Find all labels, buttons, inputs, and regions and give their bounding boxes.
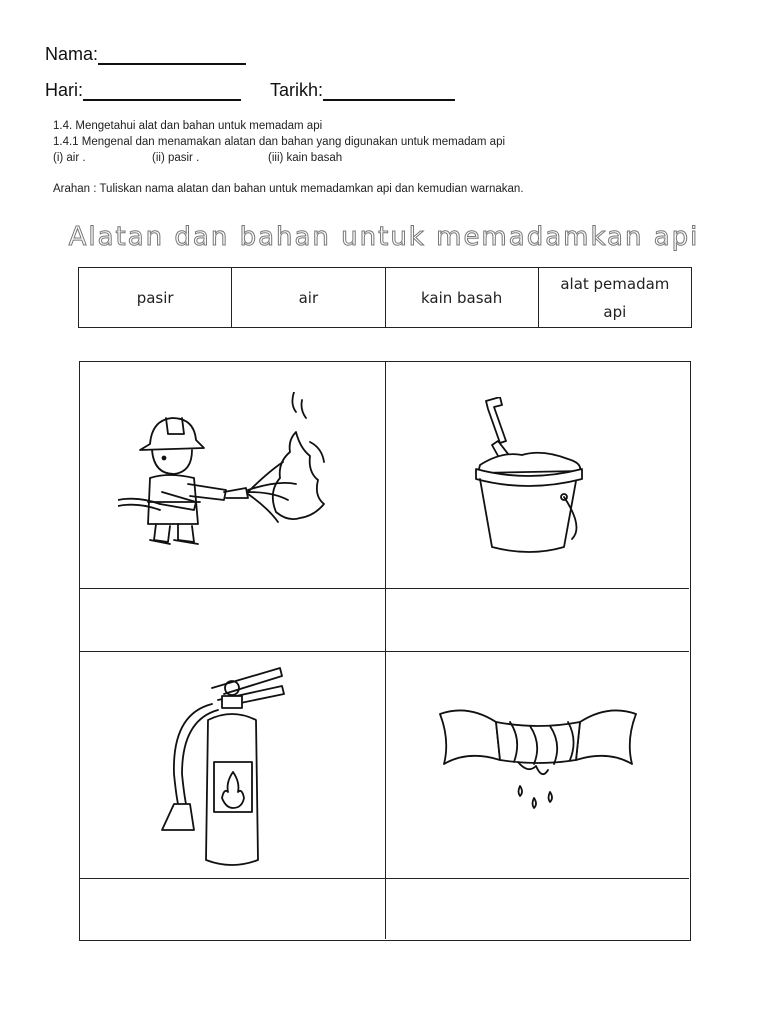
hari-label: Hari: <box>45 80 84 100</box>
wet-cloth-icon <box>438 700 638 830</box>
picture-cell-extinguisher <box>80 652 386 879</box>
nama-field <box>45 44 246 65</box>
word-air: air <box>232 268 385 328</box>
hari-field <box>45 80 241 101</box>
answer-box-firefighter[interactable] <box>80 589 386 652</box>
picture-cell-firefighter <box>80 362 386 589</box>
sand-bucket-icon <box>472 397 592 557</box>
picture-cell-wet-cloth <box>386 652 689 879</box>
objective-item-pasir: (ii) pasir . <box>152 152 200 164</box>
tarikh-label: Tarikh: <box>270 80 324 100</box>
word-pasir: pasir <box>79 268 232 328</box>
word-bank-table <box>78 267 692 328</box>
fire-extinguisher-icon <box>152 664 292 874</box>
answer-box-sand-bucket[interactable] <box>386 589 689 652</box>
word-kain-basah: kain basah <box>385 268 538 328</box>
answer-box-extinguisher[interactable] <box>80 879 386 939</box>
picture-cell-sand-bucket <box>386 362 689 589</box>
firefighter-hose-icon <box>118 392 333 552</box>
objective-line-2: 1.4.1 Mengenal dan menamakan alatan dan bahan yang digunakan untuk memadam api <box>53 136 506 148</box>
tarikh-field <box>270 80 455 101</box>
answer-box-wet-cloth[interactable] <box>386 879 689 939</box>
picture-grid <box>79 361 691 941</box>
objective-line-1: 1.4. Mengetahui alat dan bahan untuk memadam api <box>53 120 323 132</box>
objective-item-air: (i) air . <box>53 152 86 164</box>
instruction: Arahan : Tuliskan nama alatan dan bahan untuk memadamkan api dan kemudian warnakan. <box>53 183 524 195</box>
word-alat-pemadam-api: alat pemadam api <box>538 268 691 328</box>
trace-title: Alatan dan bahan untuk memadamkan api <box>68 222 700 252</box>
nama-label: Nama: <box>45 44 99 64</box>
nama-blank[interactable] <box>98 45 246 65</box>
tarikh-blank[interactable] <box>323 81 455 101</box>
hari-blank[interactable] <box>83 81 241 101</box>
objective-item-kain: (iii) kain basah <box>268 152 343 164</box>
